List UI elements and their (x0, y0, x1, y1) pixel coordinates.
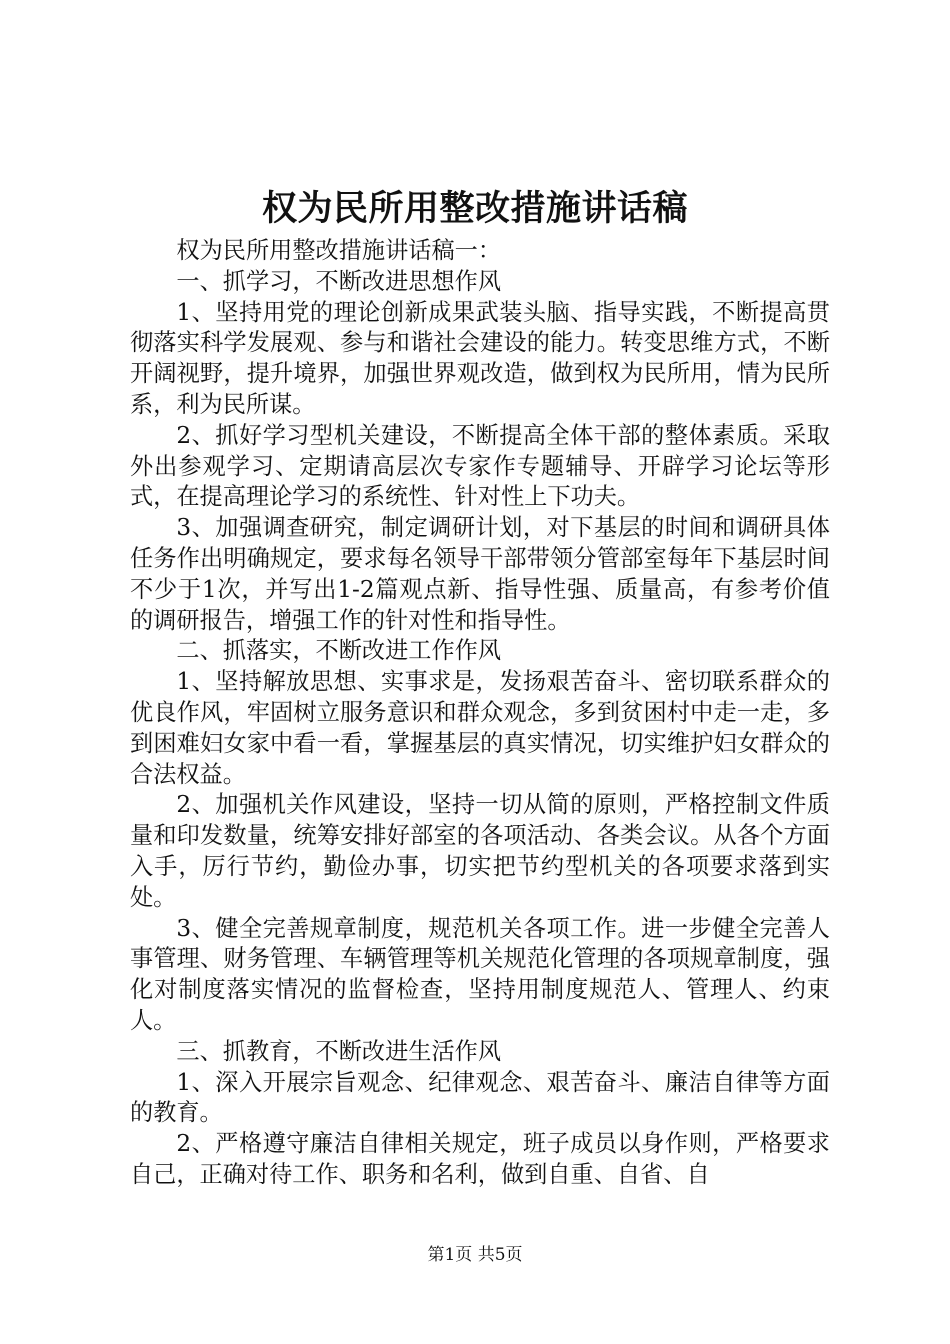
paragraph-2-1: 1、坚持解放思想、实事求是，发扬艰苦奋斗、密切联系群众的优良作风，牢固树立服务意识和群众观念，多到贫困村中走一走，多到困难妇女家中看一看，掌握基层的真实情况，切实维护妇女群众的合法权益。 (130, 668, 830, 788)
page-number-footer: 第1页 共5页 (427, 1245, 523, 1265)
document-body (130, 236, 830, 1191)
paragraph-2-2: 2、加强机关作风建设，坚持一切从简的原则，严格控制文件质量和印发数量，统筹安排好部室的各项活动、各类会议。从各个方面入手，厉行节约，勤俭办事，切实把节约型机关的各项要求落到实处。 (130, 791, 830, 911)
paragraph-1-1: 1、坚持用党的理论创新成果武装头脑、指导实践，不断提高贯彻落实科学发展观、参与和谐社会建设的能力。转变思维方式，不断开阔视野，提升境界，加强世界观改造，做到权为民所用，情为民所系，利为民所谋。 (130, 298, 830, 418)
document-title: 权为民所用整改措施讲话稿 (261, 188, 688, 229)
paragraph-2-3: 3、健全完善规章制度，规范机关各项工作。进一步健全完善人事管理、财务管理、车辆管理等机关规范化管理的各项规章制度，强化对制度落实情况的监督检查，坚持用制度规范人、管理人、约束人。 (130, 914, 830, 1034)
section-heading-1: 一、抓学习，不断改进思想作风 (176, 267, 502, 295)
section-heading-3: 三、抓教育，不断改进生活作风 (176, 1037, 502, 1065)
section-heading-2: 二、抓落实，不断改进工作作风 (176, 637, 502, 665)
paragraph-3-2: 2、严格遵守廉洁自律相关规定，班子成员以身作则，严格要求自己，正确对待工作、职务和名利，做到自重、自省、自 (130, 1130, 830, 1188)
paragraph-3-1: 1、深入开展宗旨观念、纪律观念、艰苦奋斗、廉洁自律等方面的教育。 (130, 1068, 830, 1127)
paragraph-1-3: 3、加强调查研究，制定调研计划，对下基层的时间和调研具体任务作出明确规定，要求每名领导干部带领分管部室每年下基层时间不少于1次，并写出1-2篇观点新、指导性强、质量高，有参考价值的调研报告，增强工作的针对性和指导性。 (130, 514, 830, 634)
paragraph-1-2: 2、抓好学习型机关建设，不断提高全体干部的整体素质。采取外出参观学习、定期请高层次专家作专题辅导、开辟学习论坛等形式，在提高理论学习的系统性、针对性上下功夫。 (130, 421, 830, 511)
intro-line: 权为民所用整改措施讲话稿一： (176, 237, 502, 264)
